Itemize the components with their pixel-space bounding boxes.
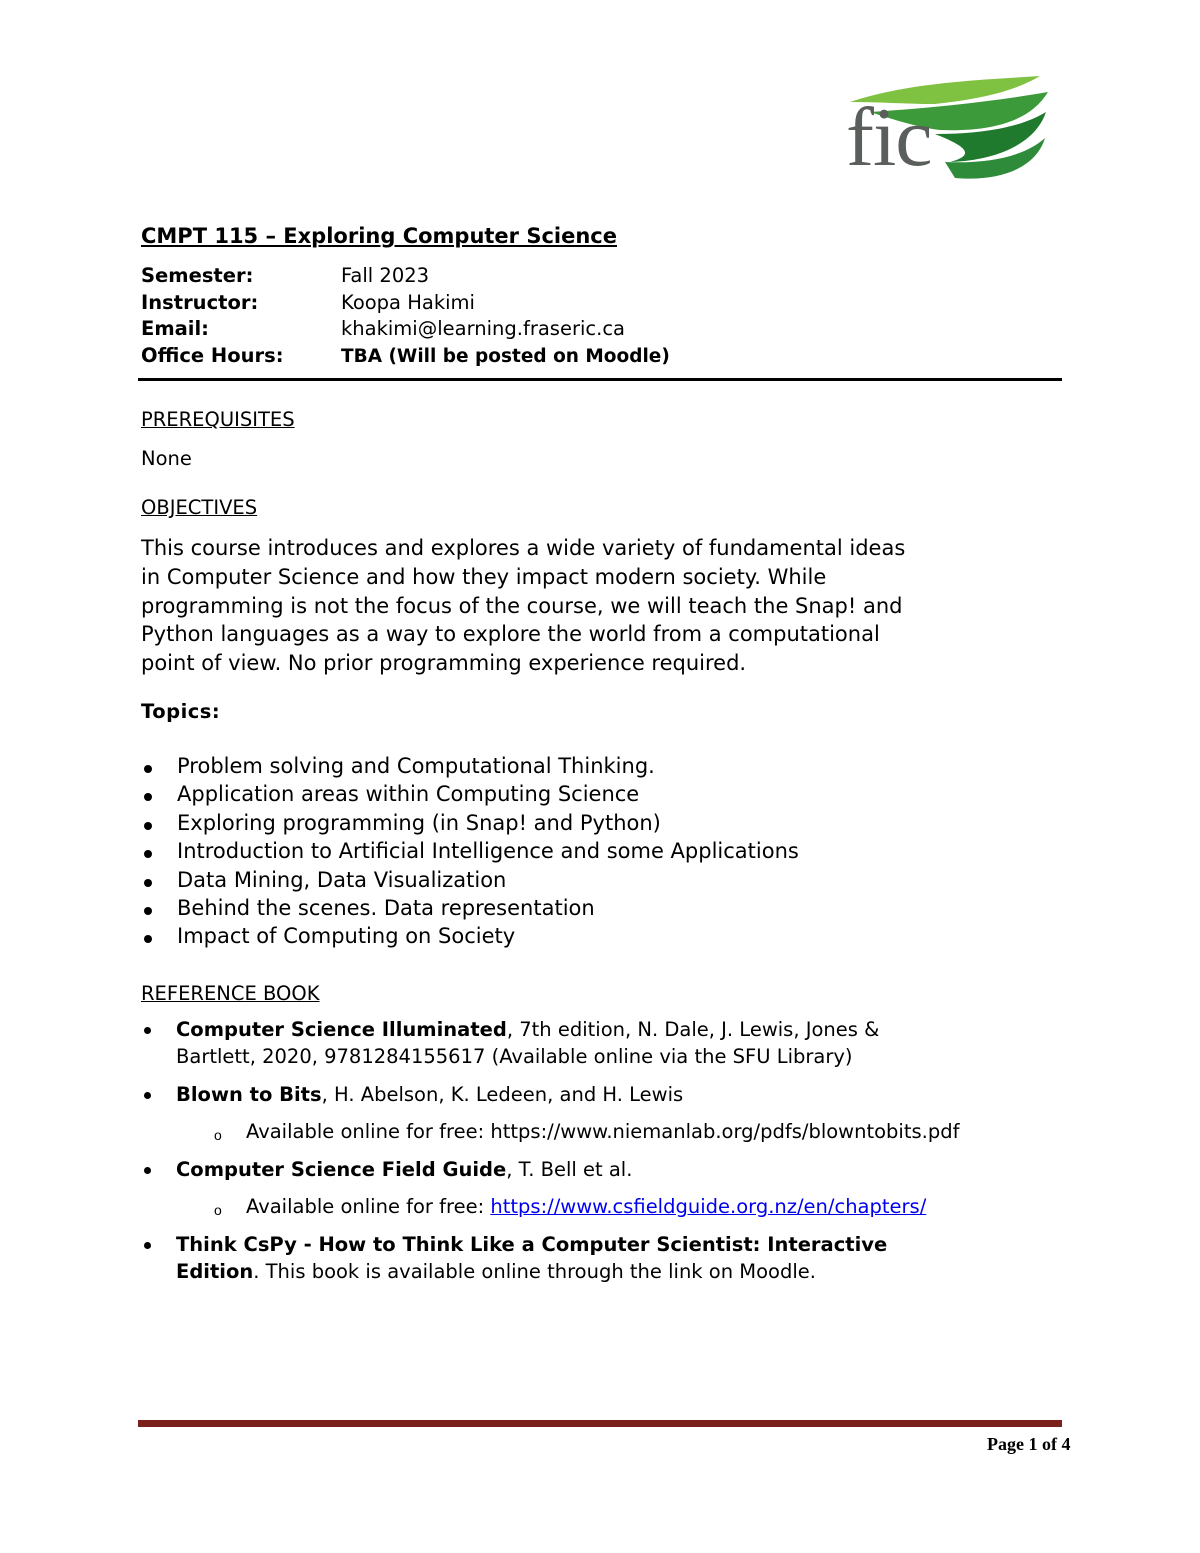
bullet-icon [144, 793, 152, 801]
bullet-icon [144, 1027, 151, 1034]
logo-text: fic [846, 91, 932, 184]
bullet-icon [144, 1092, 151, 1099]
book-title: Blown to Bits [176, 1083, 322, 1106]
circle-bullet-icon: o [214, 1127, 222, 1143]
bullet-icon [144, 879, 152, 887]
instructor-value: Koopa Hakimi [341, 290, 475, 314]
objectives-heading: OBJECTIVES [141, 496, 258, 519]
reference-book-heading: REFERENCE BOOK [141, 982, 320, 1005]
circle-bullet-icon: o [214, 1202, 222, 1218]
objectives-line: in Computer Science and how they impact modern society. While [141, 564, 827, 589]
reference-item: Think CsPy - How to Think Like a Computer Scientist: Interactive Edition. This book is available online through the link on Moodle. [141, 1231, 1071, 1285]
reference-item: Computer Science Illuminated, 7th edition, N. Dale, J. Lewis, Jones & Bartlett, 2020, 9781284155617 (Available online via the SFU Library) [141, 1016, 1071, 1070]
book-title-cont: Edition [176, 1260, 254, 1283]
office-hours-value: TBA (Will be posted on Moodle) [341, 345, 670, 367]
list-item: Impact of Computing on Society [141, 924, 799, 952]
objectives-line: Python languages as a way to explore the world from a computational [141, 622, 880, 647]
semester-label: Semester: [141, 264, 254, 287]
topics-heading: Topics: [141, 700, 221, 723]
bullet-icon [144, 822, 152, 830]
fic-logo [840, 72, 1052, 188]
footer-divider [138, 1420, 1062, 1427]
prerequisites-text: None [141, 447, 192, 470]
office-hours-label: Office Hours: [141, 343, 284, 367]
header-divider [138, 378, 1062, 381]
reference-book-list [141, 1016, 1071, 1285]
list-item: Behind the scenes. Data representation [141, 896, 799, 924]
list-item: Problem solving and Computational Thinking. [141, 754, 799, 782]
book-title: Computer Science Field Guide [176, 1158, 507, 1181]
book-url[interactable]: https://www.niemanlab.org/pdfs/blowntobits.pdf [490, 1120, 960, 1143]
semester-value: Fall 2023 [341, 264, 430, 287]
list-item: Exploring programming (in Snap! and Python) [141, 811, 799, 839]
bullet-icon [144, 1242, 151, 1249]
bullet-icon [144, 850, 152, 858]
objectives-line: programming is not the focus of the course, we will teach the Snap! and [141, 593, 903, 618]
book-title: Think CsPy - How to Think Like a Computer Scientist: Interactive [176, 1233, 888, 1256]
book-link[interactable]: https://www.csfieldguide.org.nz/en/chapters/ [490, 1195, 927, 1218]
reference-item: Blown to Bits, H. Abelson, K. Ledeen, and H. Lewis [141, 1081, 1071, 1108]
email-label: Email: [141, 317, 209, 340]
reference-subitem: o Available online for free: https://www.csfieldguide.org.nz/en/chapters/ [141, 1193, 1071, 1220]
reference-subitem: o Available online for free: https://www.niemanlab.org/pdfs/blowntobits.pdf [141, 1118, 1071, 1145]
reference-item: Computer Science Field Guide, T. Bell et al. [141, 1156, 1071, 1183]
list-item: Introduction to Artificial Intelligence and some Applications [141, 839, 799, 867]
course-title: CMPT 115 – Exploring Computer Science [141, 224, 617, 248]
objectives-text [141, 534, 1021, 678]
bullet-icon [144, 935, 152, 943]
email-value[interactable]: khakimi@learning.fraseric.ca [341, 317, 625, 340]
bullet-icon [144, 1167, 151, 1174]
bullet-icon [144, 765, 152, 773]
bullet-icon [144, 907, 152, 915]
book-title: Computer Science Illuminated [176, 1018, 507, 1041]
instructor-label: Instructor: [141, 290, 259, 314]
list-item: Application areas within Computing Science [141, 782, 799, 810]
topics-list [141, 754, 799, 953]
page-number: Page 1 of 4 [987, 1434, 1071, 1454]
objectives-line: point of view. No prior programming experience required. [141, 651, 747, 676]
list-item: Data Mining, Data Visualization [141, 868, 799, 896]
objectives-line: This course introduces and explores a wide variety of fundamental ideas [141, 536, 906, 560]
prerequisites-heading: PREREQUISITES [141, 408, 295, 431]
